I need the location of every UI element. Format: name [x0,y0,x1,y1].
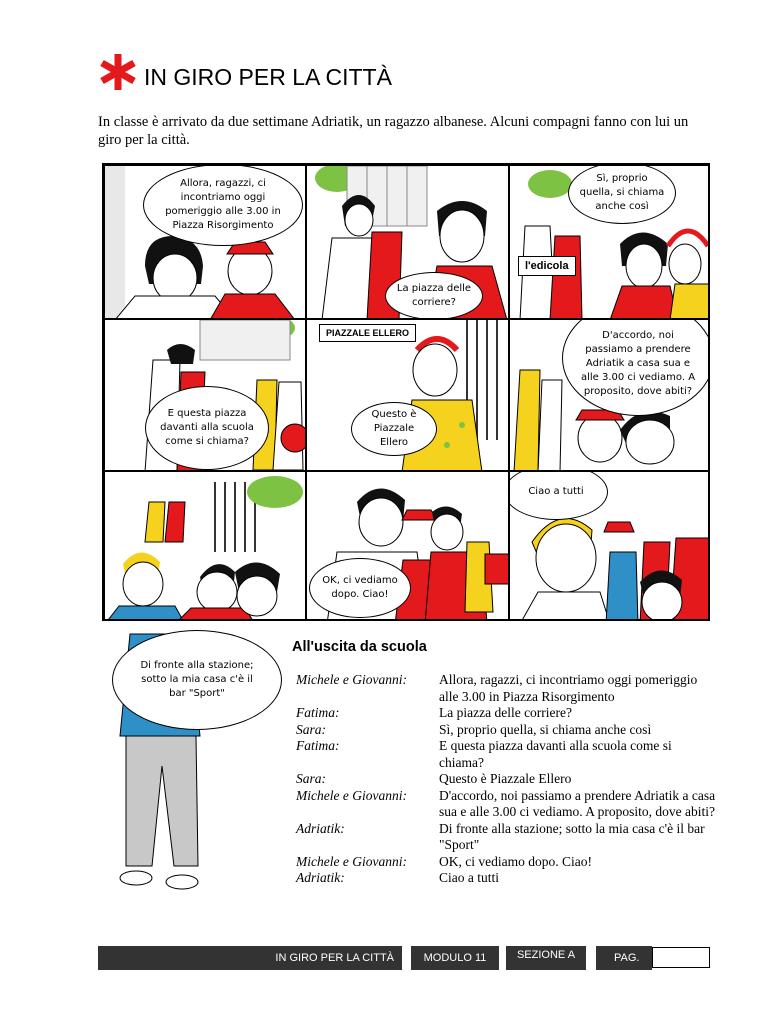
comic-panel-8 [306,471,509,621]
line-text: Sì, proprio quella, si chiama anche così [439,721,652,737]
speech-bubble: La piazza delle corriere? [385,272,483,319]
dialogue-line [296,705,716,722]
speech-bubble: D'accordo, noi passiamo a prendere Adriatik a casa sua e alle 3.00 ci vediamo. A proposito, dove abiti? [562,319,710,416]
line-text: E questa piazza davanti alla scuola come si chiama? [439,738,672,770]
dialogue-line [296,672,716,705]
speech-bubble: OK, ci vediamo dopo. Ciao! [309,558,411,618]
line-text: Ciao a tutti [439,870,499,885]
line-text: Questo è Piazzale Ellero [439,771,572,786]
dialogue-line [296,722,716,739]
dialogue-line [296,854,716,871]
speaker-name: Adriatik: [296,870,345,885]
sign-edicola: l'edicola [518,256,576,276]
speaker-name: Fatima: [296,738,340,753]
footer-title: IN GIRO PER LA CITTÀ [98,946,402,970]
comic-panel-7 [104,471,306,621]
page-number-box [652,947,710,968]
speaker-name: Sara: [296,721,326,737]
speaker-name: Michele e Giovanni: [296,853,407,869]
asterisk-icon [98,52,138,92]
comic-panel-3 [509,165,710,319]
speaker-name: Michele e Giovanni: [296,672,407,687]
panel-7-art [105,472,306,621]
speech-bubble: Di fronte alla stazione; sotto la mia casa c'è il bar "Sport" [112,630,282,730]
dialogue-list [296,672,716,887]
comic-panel-1 [104,165,306,319]
speaker-name: Adriatik: [296,820,345,836]
dialogue-line [296,771,716,788]
line-text: Di fronte alla stazione; sotto la mia casa c'è il bar "Sport" [439,820,705,852]
speech-bubble: Sì, proprio quella, si chiama anche così [568,165,676,224]
footer-page-label: PAG. [596,946,652,970]
comic-panel-2 [306,165,509,319]
speech-bubble: Questo è Piazzale Ellero [351,402,437,456]
comic-panel-5 [306,319,509,471]
speech-bubble: Allora, ragazzi, ci incontriamo oggi pomeriggio alle 3.00 in Piazza Risorgimento [143,165,303,246]
line-text: OK, ci vediamo dopo. Ciao! [439,853,592,869]
comic-panel-4 [104,319,306,471]
line-text: D'accordo, noi passiamo a prendere Adriatik a casa sua e alle 3.00 ci vediamo. A proposito, dove abiti? [439,787,716,819]
line-text: La piazza delle corriere? [439,705,573,720]
page-title: IN GIRO PER LA CITTÀ [144,64,392,90]
speech-bubble: E questa piazza davanti alla scuola come si chiama? [145,386,269,470]
dialogue-line [296,870,716,887]
sign-piazzale: PIAZZALE ELLERO [319,324,416,342]
comic-panel-6 [509,319,710,471]
dialogue-line [296,821,716,854]
footer-section: SEZIONE A [506,946,586,970]
line-text: Allora, ragazzi, ci incontriamo oggi pomeriggio alle 3.00 in Piazza Risorgimento [439,672,698,704]
speaker-name: Michele e Giovanni: [296,787,407,803]
comic-strip [102,163,710,621]
comic-panel-9 [509,471,710,621]
speaker-name: Sara: [296,771,326,786]
speaker-name: Fatima: [296,705,340,720]
section-title: All'uscita da scuola [292,639,427,655]
dialogue-line [296,738,716,771]
dialogue-line [296,788,716,821]
speech-bubble: Ciao a tutti [509,471,608,520]
intro-paragraph: In classe è arrivato da due settimane Adriatik, un ragazzo albanese. Alcuni compagni fanno con lui un giro per la città. [98,114,689,148]
footer-module: MODULO 11 [411,946,499,970]
